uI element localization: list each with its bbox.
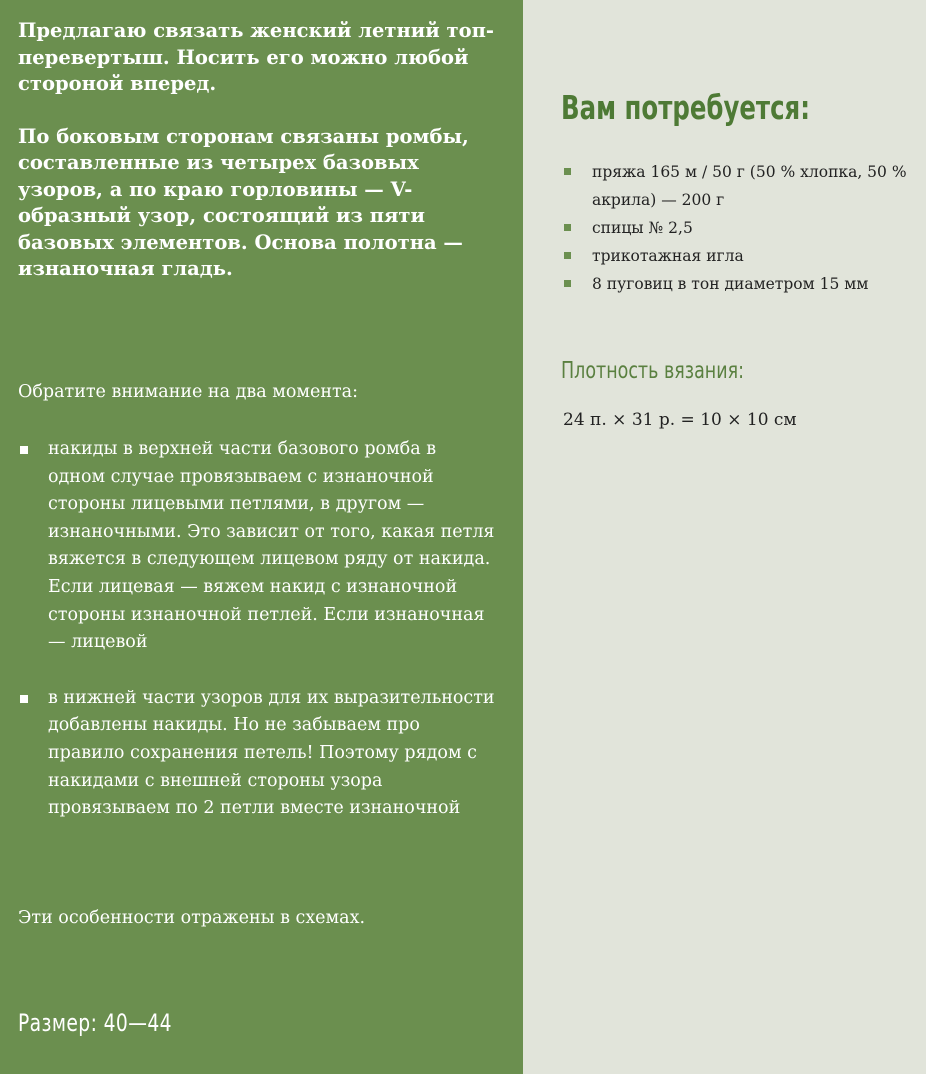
note-item-text-1: накиды в верхней части базового ромба в одном случае провязываем с изнаночной стороны лицевыми петлями, в другом — изнаночными. Это зависит от того, какая петля вяжется в следующем лицевом ряду от накида. Если лицевая — вяжем накид с изнаночной стороны изнаночной петлей. Если изнаночная — лицевой	[48, 439, 495, 653]
materials-title: Вам потребуется:	[561, 88, 811, 127]
note-title: Обратите внимание на два момента:	[18, 382, 359, 402]
square-bullet-icon	[564, 252, 571, 259]
density-title: Плотность вязания:	[561, 358, 744, 384]
material-tapestry-needle: трикотажная игла	[592, 247, 744, 265]
note-footer: Эти особенности отражены в схемах.	[18, 908, 366, 928]
materials-list	[563, 158, 923, 298]
square-bullet-icon	[20, 695, 28, 703]
intro-paragraph-2: По боковым сторонам связаны ромбы, составленные из четырех базовых узоров, а по краю горловины — V-образный узор, состоящий из пяти базовых элементов. Основа полотна — изнаночная гладь.	[18, 124, 469, 280]
density-value: 24 п. × 31 р. = 10 × 10 см	[563, 410, 797, 430]
list-item	[18, 436, 498, 657]
size-label: Размер: 40—44	[18, 1009, 172, 1037]
list-item	[563, 242, 923, 270]
note-list	[18, 436, 498, 823]
square-bullet-icon	[564, 224, 571, 231]
material-yarn: пряжа 165 м / 50 г (50 % хлопка, 50 % акрила) — 200 г	[592, 163, 907, 209]
material-needles: спицы № 2,5	[592, 219, 693, 237]
note-item-text-2: в нижней части узоров для их выразительности добавлены накиды. Но не забываем про правило сохранения петель! Поэтому рядом с накидами с внешней стороны узора провязываем по 2 петли вместе изнаночной	[48, 687, 495, 819]
intro-paragraph-1: Предлагаю связать женский летний топ-перевертыш. Носить его можно любой стороной вперед.	[18, 19, 494, 95]
list-item	[563, 158, 923, 214]
material-buttons: 8 пуговиц в тон диаметром 15 мм	[592, 275, 869, 293]
square-bullet-icon	[20, 446, 28, 454]
square-bullet-icon	[564, 280, 571, 287]
list-item	[563, 270, 923, 298]
right-column	[523, 0, 926, 1074]
intro-text	[18, 18, 498, 283]
list-item	[18, 685, 498, 823]
list-item	[563, 214, 923, 242]
square-bullet-icon	[564, 168, 571, 175]
